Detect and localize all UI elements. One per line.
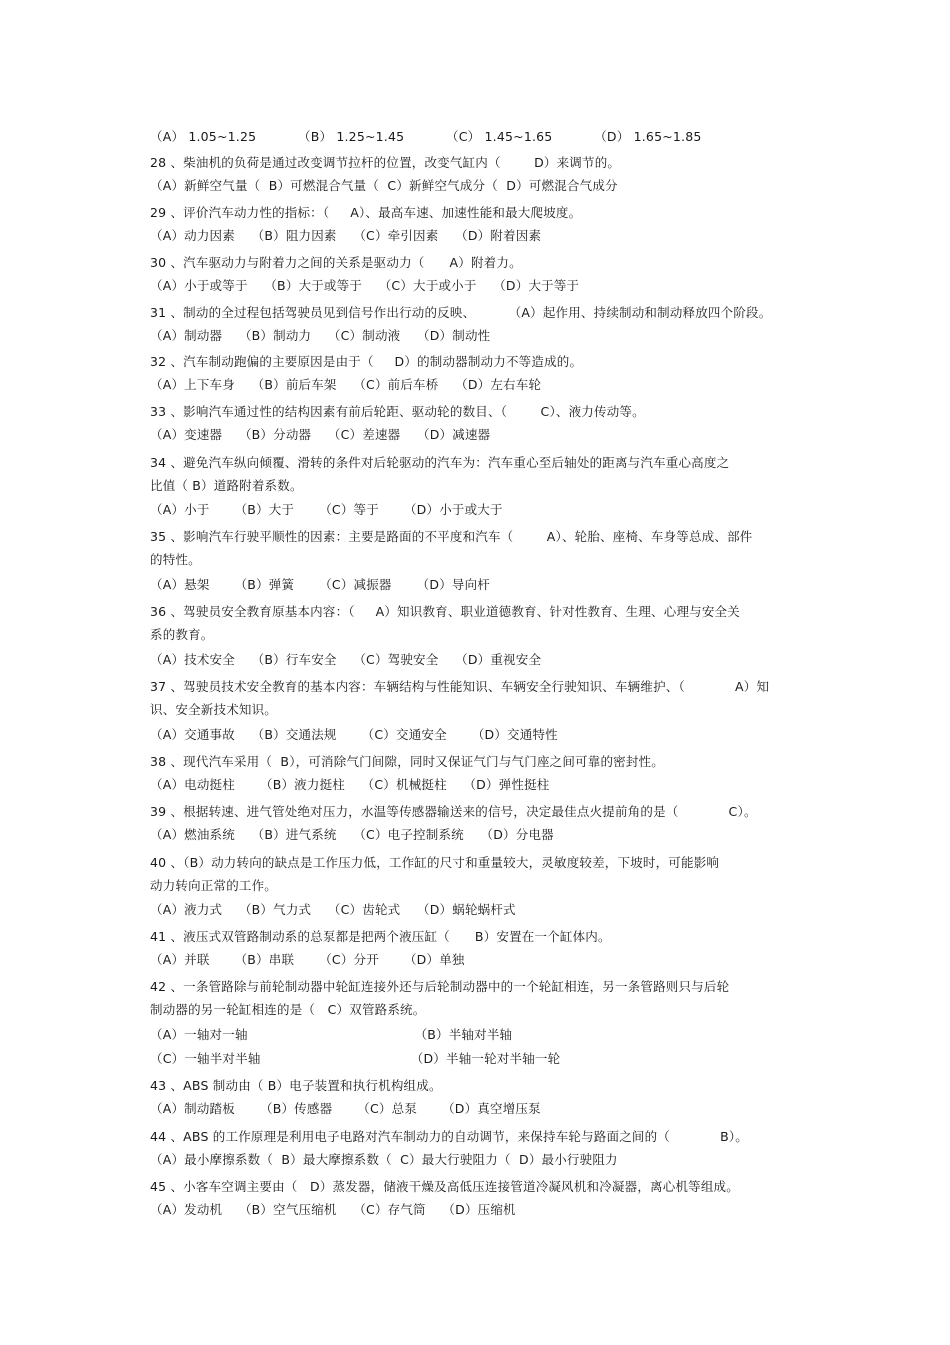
text-line: 28 、柴油机的负荷是通过改变调节拉杆的位置，改变气缸内（ D）来调节的。 — [150, 155, 621, 170]
text-line: 39 、根据转速、进气管处绝对压力，水温等传感器输送来的信号，决定最佳点火提前角的是（ C）。 — [150, 804, 757, 819]
text-line: 比值（ B）道路附着系数。 — [150, 478, 303, 493]
text-line: 识、安全新技术知识。 — [150, 702, 278, 717]
text-line: 44 、ABS 的工作原理是利用电子电路对汽车制动力的自动调节，来保持车轮与路面之间的（ B）。 — [150, 1129, 749, 1144]
text-line: （A）小于或等于 （B）大于或等于 （C）大于或小于 （D）大于等于 — [150, 278, 580, 293]
text-line: （A）电动挺柱 （B）液力挺柱 （C）机械挺柱 （D）弹性挺柱 — [150, 777, 550, 792]
text-line: 30 、汽车驱动力与附着力之间的关系是驱动力（ A）附着力。 — [150, 255, 522, 270]
text-line: 32 、汽车制动跑偏的主要原因是由于（ D）的制动器制动力不等造成的。 — [150, 354, 583, 369]
text-line: （A）上下车身 （B）前后车架 （C）前后车桥 （D）左右车轮 — [150, 377, 542, 392]
text-line: （A）技术安全 （B）行车安全 （C）驾驶安全 （D）重视安全 — [150, 652, 542, 667]
text-line: 41 、液压式双管路制动系的总泵都是把两个液压缸（ B）安置在一个缸体内。 — [150, 929, 611, 944]
text-line: （A）一轴对一轴 （B）半轴对半轴 — [150, 1027, 513, 1042]
text-line: （A）发动机 （B）空气压缩机 （C）存气筒 （D）压缩机 — [150, 1202, 516, 1217]
text-line: 的特性。 — [150, 552, 201, 567]
text-line: 37 、驾驶员技术安全教育的基本内容：车辆结构与性能知识、车辆安全行驶知识、车辆维护、（ A）知 — [150, 679, 770, 694]
text-line: 制动器的另一轮缸相连的是（ C）双管路系统。 — [150, 1002, 426, 1017]
text-line: 动力转向正常的工作。 — [150, 878, 278, 893]
text-line: 45 、小客车空调主要由（ D）蒸发器，储液干燥及高低压连接管道冷凝风机和冷凝器，离心机等组成。 — [150, 1179, 739, 1194]
text-line: （A）最小摩擦系数（ B）最大摩擦系数（ C）最大行驶阻力（ D）最小行驶阻力 — [150, 1152, 618, 1167]
text-line: 34 、避免汽车纵向倾覆、滑转的条件对后轮驱动的汽车为：汽车重心至后轴处的距离与汽车重心高度之 — [150, 455, 730, 470]
text-line: （A）制动器 （B）制动力 （C）制动液 （D）制动性 — [150, 328, 491, 343]
text-line: （A）并联 （B）串联 （C）分开 （D）单独 — [150, 952, 465, 967]
text-line: （A）新鲜空气量（ B）可燃混合气量（ C）新鲜空气成分（ D）可燃混合气成分 — [150, 178, 618, 193]
text-line: （A）动力因素 （B）阻力因素 （C）牵引因素 （D）附着因素 — [150, 228, 542, 243]
text-line: （A） 1.05~1.25 （B） 1.25~1.45 （C） 1.45~1.65 （D） 1.65~1.85 — [150, 129, 702, 144]
text-line: （A）悬架 （B）弹簧 （C）减振器 （D）导向杆 — [150, 577, 491, 592]
text-line: 42 、一条管路除与前轮制动器中轮缸连接外还与后轮制动器中的一个轮缸相连，另一条管路则只与后轮 — [150, 979, 730, 994]
text-line: 38 、现代汽车采用（ B），可消除气门间隙，同时又保证气门与气门座之间可靠的密封性。 — [150, 754, 664, 769]
text-line: 36 、驾驶员安全教育原基本内容：（ A）知识教育、职业道德教育、针对性教育、生理、心理与安全关 — [150, 604, 740, 619]
text-line: 29 、评价汽车动力性的指标：（ A）、最高车速、加速性能和最大爬坡度。 — [150, 205, 582, 220]
text-line: 31 、制动的全过程包括驾驶员见到信号作出行动的反映、 （A）起作用、持续制动和制动释放四个阶段。 — [150, 305, 772, 320]
text-line: 40 、（B）动力转向的缺点是工作压力低，工作缸的尺寸和重量较大，灵敏度较差，下坡时，可能影响 — [150, 855, 720, 870]
text-line: 33 、影响汽车通过性的结构因素有前后轮距、驱动轮的数目、（ C）、液力传动等。 — [150, 404, 645, 419]
text-line: （A）制动踏板 （B）传感器 （C）总泵 （D）真空增压泵 — [150, 1101, 541, 1116]
text-line: （A）燃油系统 （B）进气系统 （C）电子控制系统 （D）分电器 — [150, 827, 554, 842]
text-line: （A）液力式 （B）气力式 （C）齿轮式 （D）蜗轮蜗杆式 — [150, 902, 516, 917]
text-line: （A）交通事故 （B）交通法规 （C）交通安全 （D）交通特性 — [150, 727, 558, 742]
text-line: （C）一轴半对半轴 （D）半轴一轮对半轴一轮 — [150, 1051, 561, 1066]
text-line: （A）变速器 （B）分动器 （C）差速器 （D）减速器 — [150, 427, 491, 442]
text-line: 43 、ABS 制动由（ B）电子装置和执行机构组成。 — [150, 1078, 442, 1093]
text-line: 35 、影响汽车行驶平顺性的因素：主要是路面的不平度和汽车（ A）、轮胎、座椅、车身等总成、部件 — [150, 529, 753, 544]
text-line: 系的教育。 — [150, 627, 214, 642]
text-line: （A）小于 （B）大于 （C）等于 （D）小于或大于 — [150, 502, 503, 517]
